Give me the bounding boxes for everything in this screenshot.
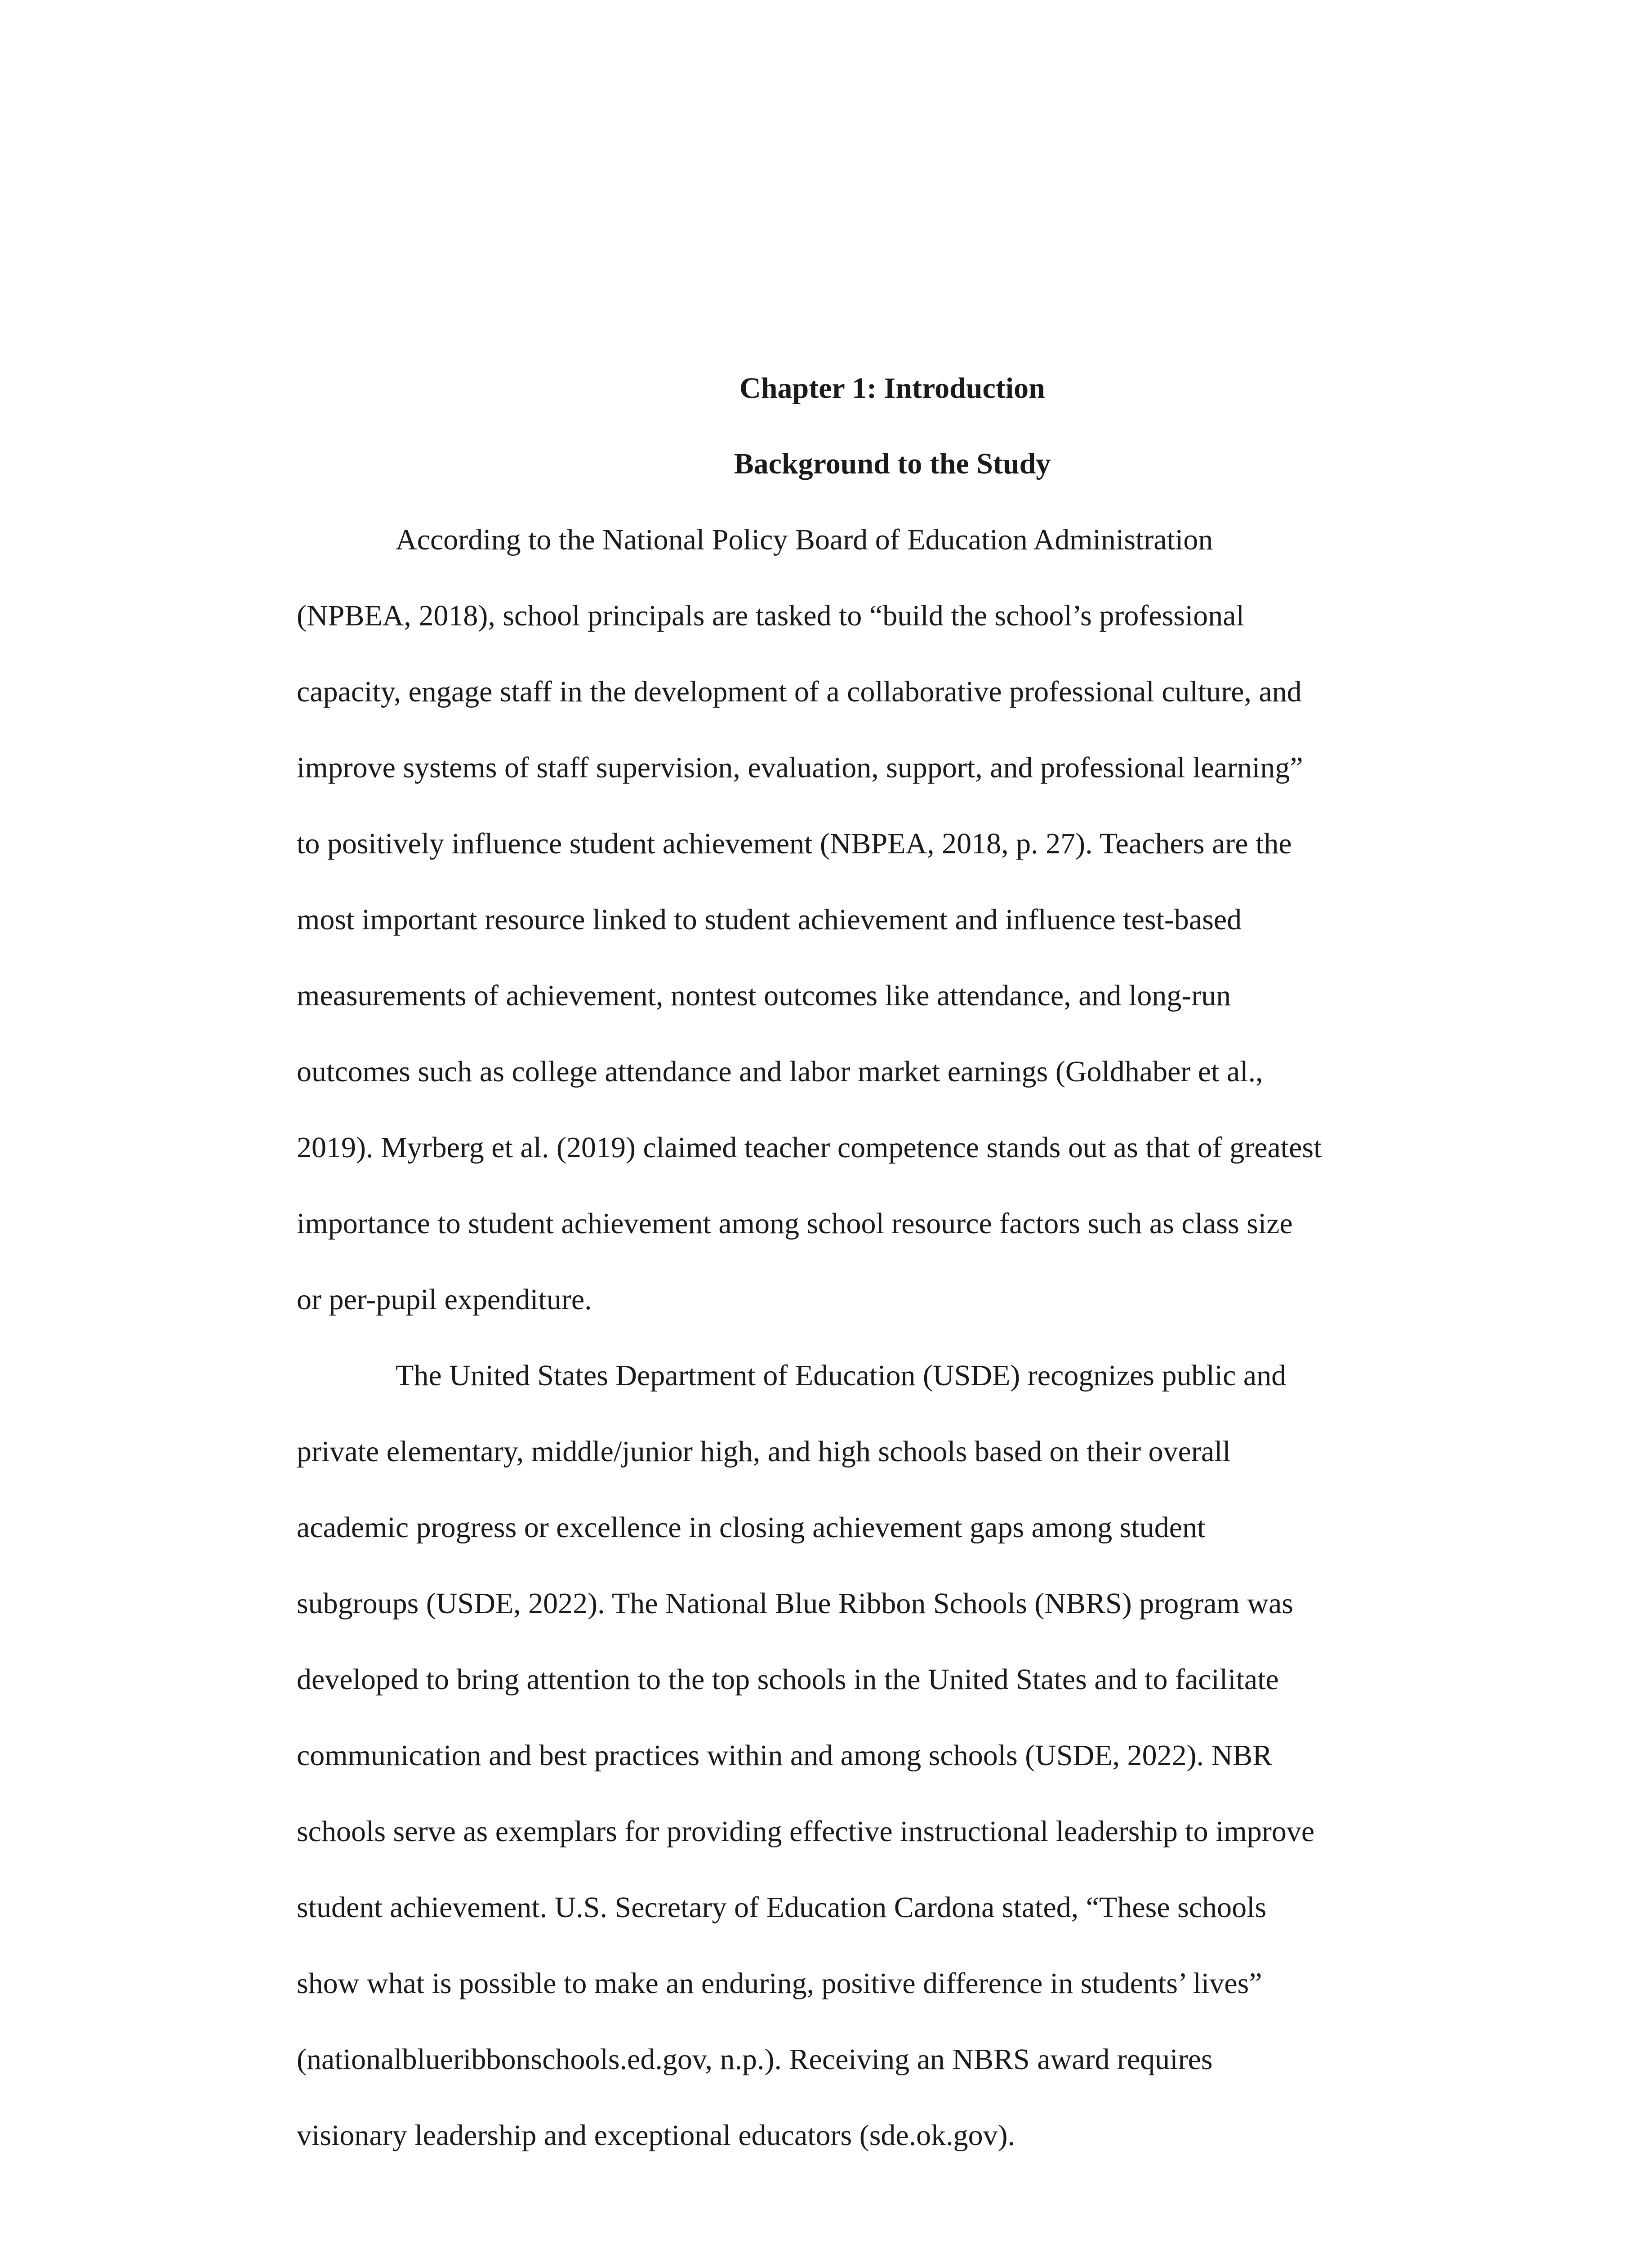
paragraph-line: (nationalblueribbonschools.ed.gov, n.p.). Receiving an NBRS award requires bbox=[297, 2043, 1213, 2076]
paragraph-1 bbox=[297, 502, 1447, 1338]
paragraph-line: or per-pupil expenditure. bbox=[297, 1283, 592, 1316]
paragraph-line: to positively influence student achievement (NBPEA, 2018, p. 27). Teachers are the bbox=[297, 827, 1292, 860]
paragraph-line: outcomes such as college attendance and labor market earnings (Goldhaber et al., bbox=[297, 1055, 1263, 1088]
paragraph-line: capacity, engage staff in the development of a collaborative professional culture, and bbox=[297, 675, 1302, 708]
paragraph-line: The United States Department of Education (USDE) recognizes public and bbox=[396, 1359, 1287, 1392]
paragraph-line: developed to bring attention to the top schools in the United States and to facilitate bbox=[297, 1663, 1279, 1696]
paragraph-2 bbox=[297, 1338, 1447, 2173]
paragraph-line: private elementary, middle/junior high, and high schools based on their overall bbox=[297, 1435, 1231, 1468]
paragraph-line: 2019). Myrberg et al. (2019) claimed teacher competence stands out as that of greatest bbox=[297, 1131, 1322, 1164]
section-heading: Background to the Study bbox=[734, 447, 1051, 480]
paragraph-line: academic progress or excellence in closing achievement gaps among student bbox=[297, 1511, 1206, 1544]
paragraph-line: (NPBEA, 2018), school principals are tasked to “build the school’s professional bbox=[297, 599, 1244, 632]
paragraph-line: student achievement. U.S. Secretary of Education Cardona stated, “These schools bbox=[297, 1891, 1267, 1924]
chapter-title: Chapter 1: Introduction bbox=[739, 372, 1045, 405]
paragraph-line: subgroups (USDE, 2022). The National Blue Ribbon Schools (NBRS) program was bbox=[297, 1587, 1293, 1620]
paragraph-line: improve systems of staff supervision, evaluation, support, and professional learning” bbox=[297, 751, 1303, 784]
paragraph-line: schools serve as exemplars for providing effective instructional leadership to improve bbox=[297, 1815, 1315, 1848]
paragraph-line: show what is possible to make an enduring, positive difference in students’ lives” bbox=[297, 1967, 1262, 2000]
page-content bbox=[297, 351, 1447, 2173]
paragraph-line: importance to student achievement among school resource factors such as class size bbox=[297, 1207, 1293, 1240]
paragraph-line: communication and best practices within and among schools (USDE, 2022). NBR bbox=[297, 1739, 1273, 1772]
paragraph-line: measurements of achievement, nontest outcomes like attendance, and long-run bbox=[297, 979, 1231, 1012]
paragraph-line: According to the National Policy Board of Education Administration bbox=[396, 523, 1213, 556]
paragraph-line: visionary leadership and exceptional educators (sde.ok.gov). bbox=[297, 2119, 1015, 2152]
paragraph-line: most important resource linked to student achievement and influence test-based bbox=[297, 903, 1242, 936]
